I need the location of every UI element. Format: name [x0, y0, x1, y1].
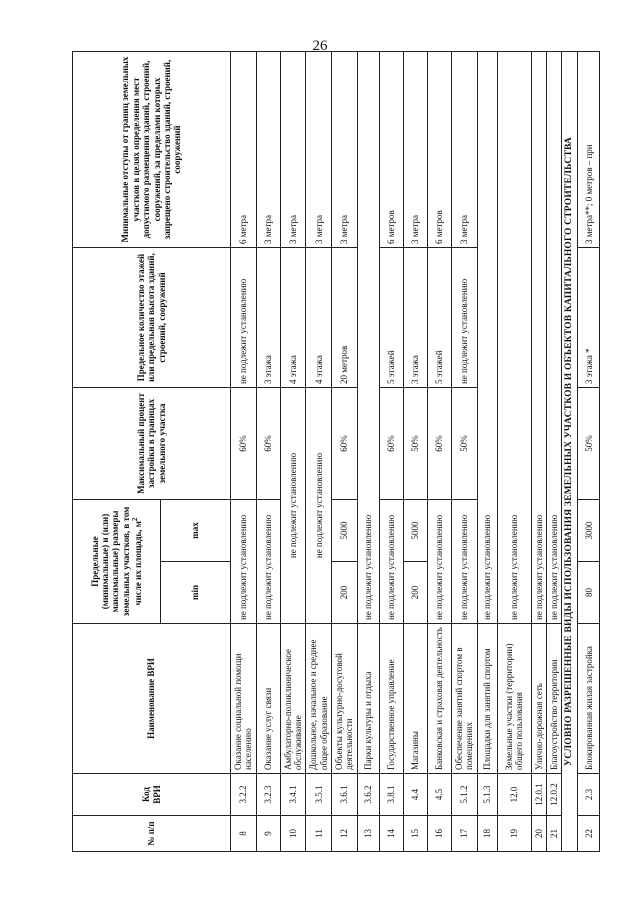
- cell-span-rest: не подлежит установлению: [497, 52, 531, 624]
- cell-setback: 3 метра: [306, 52, 332, 248]
- cell-num: 19: [497, 816, 531, 852]
- cell-minmax: не подлежит установлению: [379, 500, 403, 624]
- header-row-1: [73, 52, 161, 852]
- cell-minmax: не подлежит установлению: [231, 500, 257, 624]
- cell-num: 16: [427, 816, 451, 852]
- cell-setback: 3 метра: [332, 52, 358, 248]
- table-row: [427, 52, 451, 852]
- cell-span3: не подлежит установлению: [280, 388, 306, 624]
- header-size-text: Предельные (минимальные) и (или) максимальные) размеры земельных участков, в том числе их площадь, м: [89, 506, 144, 617]
- cell-floors: 3 этажа: [256, 248, 280, 388]
- header-max: max: [161, 500, 231, 562]
- table-row: [547, 52, 562, 852]
- header-size-sup: 2: [131, 517, 140, 522]
- cell-name: Государственное управление: [379, 624, 403, 774]
- cell-code: 4.4: [403, 774, 427, 816]
- table-row: [256, 52, 280, 852]
- cell-minmax: не подлежит установлению: [427, 500, 451, 624]
- cell-minmax: не подлежит установлению: [451, 500, 477, 624]
- header-size-group: [73, 500, 161, 624]
- cell-max: 5000: [403, 500, 427, 562]
- cell-code: 3.5.1: [306, 774, 332, 816]
- cell-setback: 6 метра: [231, 52, 257, 248]
- table-row: [531, 52, 546, 852]
- section-title: УСЛОВНО РАЗРЕШЕННЫЕ ВИДЫ ИСПОЛЬЗОВАНИЯ ЗЕМЕЛЬНЫХ УЧАСТКОВ И ОБЪЕКТОВ КАПИТАЛЬНОГО СТРОИТЕЛЬСТВА: [562, 52, 578, 852]
- table-row: [332, 52, 358, 852]
- cell-code: 3.2.2: [231, 774, 257, 816]
- cell-num: 9: [256, 816, 280, 852]
- cell-min: 80: [578, 562, 600, 624]
- header-min: min: [161, 562, 231, 624]
- header-floors: Предельное количество этажей или предельная высота зданий, строений, сооружений: [73, 248, 231, 388]
- cell-setback: 3 метра: [256, 52, 280, 248]
- page-number: 26: [312, 38, 328, 54]
- cell-name: Блокированная жилая застройка: [578, 624, 600, 774]
- cell-name: Парки культуры и отдыха: [357, 624, 379, 774]
- table-row: [379, 52, 403, 852]
- table-viewport: [72, 52, 594, 852]
- cell-setback: 3 метра: [280, 52, 306, 248]
- cell-floors: 4 этажа: [306, 248, 332, 388]
- table-row: [231, 52, 257, 852]
- cell-code: 3.6.2: [357, 774, 379, 816]
- header-setback: Минимальные отступы от границ земельных участков в целях определения мест допустимого размещения зданий, строений, сооружений, за пределами которых запрещено строительство зданий, строений, сооружений: [73, 52, 231, 248]
- cell-floors: 5 этажей: [379, 248, 403, 388]
- cell-num: 10: [280, 816, 306, 852]
- cell-setback: 3 метра**; 0 метров – при: [578, 52, 600, 248]
- section-row: [562, 52, 578, 852]
- cell-num: 21: [547, 816, 562, 852]
- cell-span-rest: не подлежит установлению: [477, 52, 497, 624]
- cell-minmax: не подлежит установлению: [256, 500, 280, 624]
- cell-floors: не подлежит установлению: [231, 248, 257, 388]
- cell-floors: 4 этажа: [280, 248, 306, 388]
- cell-code: 12.0.2: [547, 774, 562, 816]
- cell-setback: 6 метров: [427, 52, 451, 248]
- cell-floors: 3 этажа: [403, 248, 427, 388]
- header-name: Наименование ВРИ: [73, 624, 231, 774]
- table-row: [403, 52, 427, 852]
- cell-code: 5.1.3: [477, 774, 497, 816]
- cell-code: 3.6.1: [332, 774, 358, 816]
- cell-name: Земельные участки (территории) общего пользования: [497, 624, 531, 774]
- cell-setback: 3 метра: [403, 52, 427, 248]
- cell-max: 3000: [578, 500, 600, 562]
- cell-name: Оказание социальной помощи населению: [231, 624, 257, 774]
- table-row: [578, 52, 600, 852]
- cell-percent: 60%: [332, 388, 358, 500]
- cell-floors: 20 метров: [332, 248, 358, 388]
- cell-name: Магазины: [403, 624, 427, 774]
- cell-code: 2.3: [578, 774, 600, 816]
- cell-span-rest: не подлежит установлению: [531, 52, 546, 624]
- cell-span3: не подлежит установлению: [306, 388, 332, 624]
- rotated-table-container: [72, 52, 594, 852]
- table-row: [497, 52, 531, 852]
- cell-num: 12: [332, 816, 358, 852]
- header-code: Код ВРИ: [73, 774, 231, 816]
- cell-name: Амбулаторно-поликлиническое обслуживание: [280, 624, 306, 774]
- cell-percent: 60%: [256, 388, 280, 500]
- cell-code: 5.1.2: [451, 774, 477, 816]
- cell-name: Благоустройство территории: [547, 624, 562, 774]
- cell-name: Обеспечение занятий спортом в помещениях: [451, 624, 477, 774]
- land-use-table: [72, 51, 600, 852]
- cell-min: 200: [332, 562, 358, 624]
- table-row: [357, 52, 379, 852]
- cell-name: Банковская и страховая деятельность: [427, 624, 451, 774]
- cell-name: Площадки для занятий спортом: [477, 624, 497, 774]
- cell-num: 20: [531, 816, 546, 852]
- cell-floors: не подлежит установлению: [451, 248, 477, 388]
- cell-code: 4.5: [427, 774, 451, 816]
- cell-code: 12.0.1: [531, 774, 546, 816]
- cell-percent: 50%: [578, 388, 600, 500]
- table-row: [451, 52, 477, 852]
- cell-code: 3.4.1: [280, 774, 306, 816]
- cell-setback: 6 метров: [379, 52, 403, 248]
- header-percent: Максимальный процент застройки в границах земельного участка: [73, 388, 231, 500]
- cell-num: 14: [379, 816, 403, 852]
- cell-percent: 60%: [231, 388, 257, 500]
- cell-code: 3.8.1: [379, 774, 403, 816]
- cell-num: 17: [451, 816, 477, 852]
- cell-num: 11: [306, 816, 332, 852]
- cell-num: 22: [578, 816, 600, 852]
- table-row: [477, 52, 497, 852]
- cell-num: 8: [231, 816, 257, 852]
- cell-code: 12.0: [497, 774, 531, 816]
- cell-num: 13: [357, 816, 379, 852]
- cell-name: Объекты культурно-досуговой деятельности: [332, 624, 358, 774]
- cell-percent: 50%: [451, 388, 477, 500]
- cell-span-rest: не подлежит установлению: [547, 52, 562, 624]
- cell-num: 15: [403, 816, 427, 852]
- cell-percent: 50%: [403, 388, 427, 500]
- cell-floors: 3 этажа *: [578, 248, 600, 388]
- cell-max: 5000: [332, 500, 358, 562]
- cell-percent: 60%: [379, 388, 403, 500]
- table-row: [306, 52, 332, 852]
- cell-num: 18: [477, 816, 497, 852]
- cell-code: 3.2.3: [256, 774, 280, 816]
- cell-percent: 60%: [427, 388, 451, 500]
- cell-name: Дошкольное, начальное и среднее общее образование: [306, 624, 332, 774]
- cell-name: Оказание услуг связи: [256, 624, 280, 774]
- cell-span-rest: не подлежит установлению: [357, 52, 379, 624]
- cell-min: 200: [403, 562, 427, 624]
- header-num: № п/п: [73, 816, 231, 852]
- table-row: [280, 52, 306, 852]
- cell-name: Улично-дорожная сеть: [531, 624, 546, 774]
- cell-setback: 3 метра: [451, 52, 477, 248]
- cell-floors: 5 этажей: [427, 248, 451, 388]
